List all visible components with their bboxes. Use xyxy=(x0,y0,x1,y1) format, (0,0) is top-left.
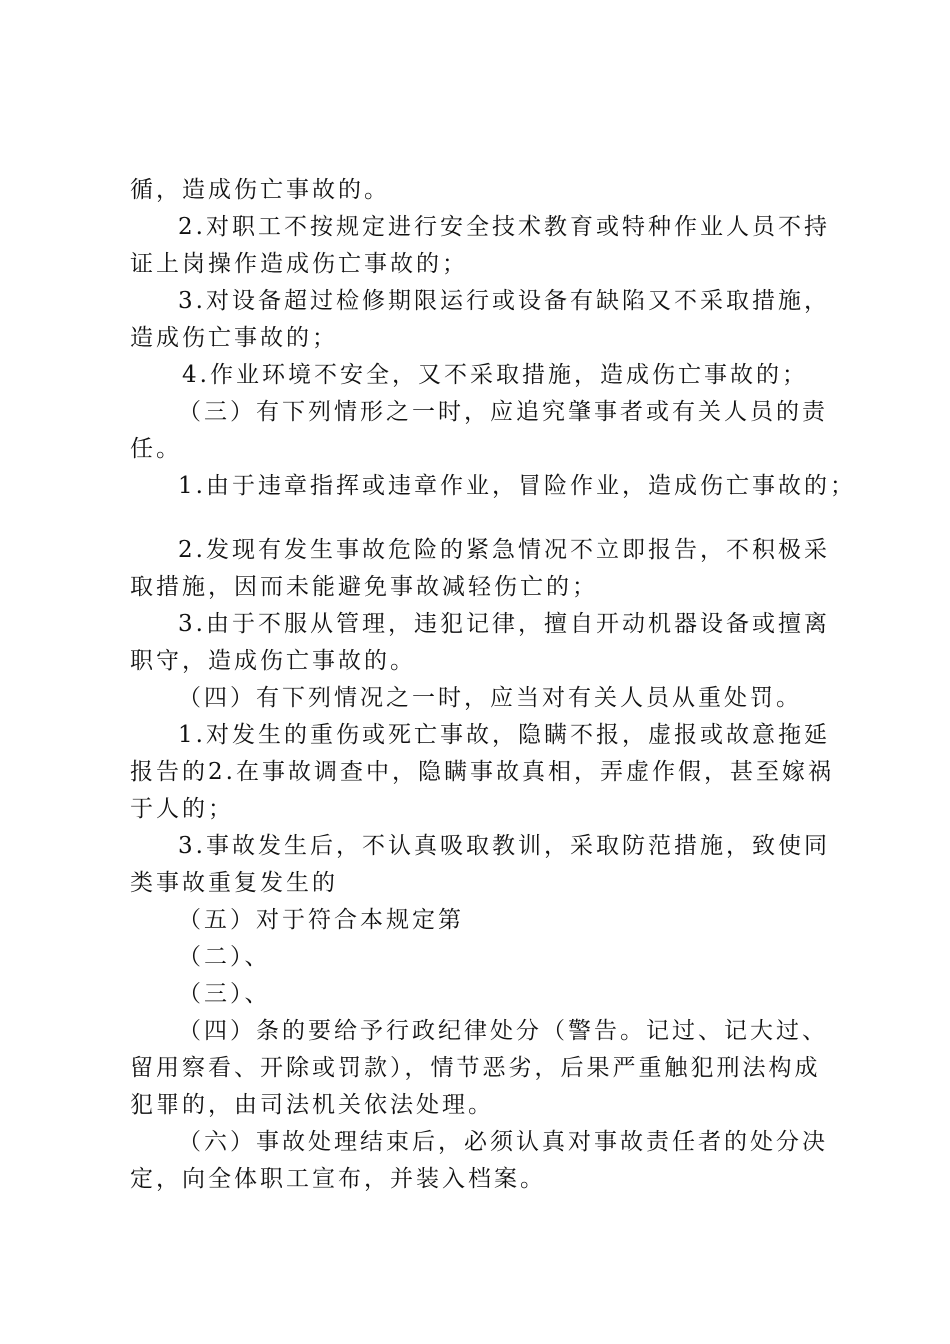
document-body xyxy=(130,172,856,1198)
text-line: （三）有下列情形之一时，应追究肇事者或有关人员的责 xyxy=(178,399,828,425)
text-line: 循，造成伤亡事故的。 xyxy=(130,177,390,203)
text-line: 职守，造成伤亡事故的。 xyxy=(130,648,416,674)
text-line: （四）条的要给予行政纪律处分（警告。记过、记大过、 xyxy=(178,1018,828,1044)
text-line: 3.对设备超过检修期限运行或设备有缺陷又不采取措施， xyxy=(178,288,830,314)
text-line: 2.发现有发生事故危险的紧急情况不立即报告，不积极采 xyxy=(178,537,830,563)
paragraph-gap xyxy=(130,505,840,532)
text-line: 1.由于违章指挥或违章作业，冒险作业，造成伤亡事故的； xyxy=(178,473,856,499)
text-line: 3.由于不服从管理，违犯记律，擅自开动机器设备或擅离 xyxy=(178,611,830,637)
text-line: 造成伤亡事故的； xyxy=(130,325,338,351)
text-line: 3.事故发生后，不认真吸取教训，采取防范措施，致使同 xyxy=(178,833,830,859)
text-line: （四）有下列情况之一时，应当对有关人员从重处罚。 xyxy=(178,685,802,711)
text-line: 留用察看、开除或罚款），情节恶劣，后果严重触犯刑法构成 xyxy=(130,1055,821,1081)
text-line: （六）事故处理结束后，必须认真对事故责任者的处分决 xyxy=(178,1129,828,1155)
text-line: 报告的2.在事故调查中，隐瞒事故真相，弄虚作假，甚至嫁祸 xyxy=(130,759,834,785)
text-line: （二）、 xyxy=(178,944,271,970)
text-line: 2.对职工不按规定进行安全技术教育或特种作业人员不持 xyxy=(178,214,830,240)
text-line: 证上岗操作造成伤亡事故的； xyxy=(130,251,468,277)
text-line: （五）对于符合本规定第 xyxy=(178,907,464,933)
text-line: 犯罪的，由司法机关依法处理。 xyxy=(130,1092,494,1118)
text-line: 定，向全体职工宣布，并装入档案。 xyxy=(130,1166,546,1192)
text-line: 类事故重复发生的 xyxy=(130,870,338,896)
text-line: 1.对发生的重伤或死亡事故，隐瞒不报，虚报或故意拖延 xyxy=(178,722,830,748)
text-line: 取措施，因而未能避免事故减轻伤亡的； xyxy=(130,574,598,600)
text-line: 任。 xyxy=(130,436,182,462)
text-line: 于人的； xyxy=(130,796,234,822)
text-line: 4.作业环境不安全，又不采取措施，造成伤亡事故的； xyxy=(182,362,808,388)
text-line: （三）、 xyxy=(178,981,271,1007)
